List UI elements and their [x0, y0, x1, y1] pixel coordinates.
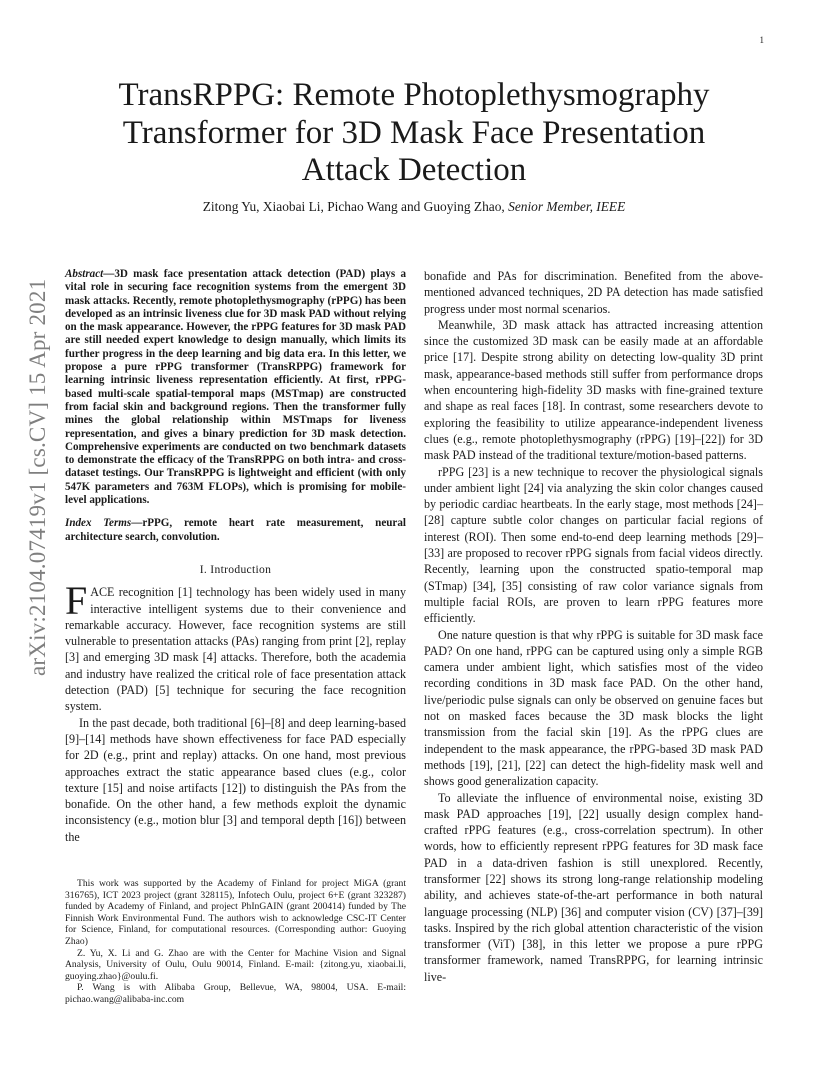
section-heading: I. Introduction	[199, 562, 272, 576]
left-column	[65, 268, 406, 845]
title-line: Transformer for 3D Mask Face Presentation	[122, 114, 706, 151]
authors-role: Senior Member, IEEE	[508, 199, 626, 214]
title-line: TransRPPG: Remote Photoplethysmography	[118, 77, 710, 113]
body-paragraph: bonafide and PAs for discrimination. Benefited from the above-mentioned advanced techniques, 2D PA detection has made satisfied progress under most normal scenarios.	[424, 269, 763, 316]
right-column	[424, 268, 763, 985]
arxiv-stamp	[20, 278, 56, 676]
paper-title	[80, 77, 748, 190]
arxiv-stamp-text: arXiv:2104.07419v1 [cs.CV] 15 Apr 2021	[25, 278, 50, 676]
intro-paragraph-1-text: ACE recognition [1] technology has been widely used in many interactive intelligent systems due to their convenience and remarkable accuracy. However, face recognition systems are still vulnerable to presentation attacks (PAs) ranging from print [2], replay [3] and emerging 3D mask [4] attacks. Therefore, both the academia and industry have realized the critical role of face presentation attack detection (PAD) [5] technique for securing the face recognition system.	[65, 585, 406, 714]
footnote-affiliation: Z. Yu, X. Li and G. Zhao are with the Center for Machine Vision and Signal Analysis, University of Oulu, Oulu 90014, Finland. E-mail: {zitong.yu, xiaobai.li, guoying.zhao}@oulu.fi.	[65, 947, 406, 982]
title-line: Attack Detection	[301, 152, 527, 188]
index-terms-lead: Index Terms	[65, 517, 132, 530]
authors-names: Zitong Yu, Xiaobai Li, Pichao Wang and Guoying Zhao,	[202, 199, 505, 214]
author-list	[80, 199, 748, 215]
footnote-affiliation-2: P. Wang is with Alibaba Group, Bellevue, WA, 98004, USA. E-mail: pichao.wang@alibaba-inc.com	[65, 982, 406, 1005]
body-paragraph: Meanwhile, 3D mask attack has attracted increasing attention since the customized 3D mask can be easily made at an affordable price [17]. Despite strong ability on detecting low-quality 3D print mask, appearance-based methods still suffer from performance drops when encountering high-fidelity 3D masks with fine-grained texture and shape as real faces [18]. In contrast, some researchers devote to exploring the feasibility to utilize appearance-independent liveness clues (e.g., remote photoplethysmography (rPPG) [19]–[22]) for 3D mask PAD instead of the traditional texture/motion-based patterns.	[424, 317, 763, 463]
page-number: 1	[759, 35, 764, 45]
footnote-funding: This work was supported by the Academy of Finland for project MiGA (grant 316765), ICT 2023 project (grant 328115), Infotech Oulu, project 6+E (grant 323287) funded by Academy of Finland, and project PhInGAIN (grant 200414) funded by The Finnish Work Environmental Fund. The authors wish to acknowledge CSC-IT Center for Science, Finland, for computational resources. (Corresponding author: Guoying Zhao)	[65, 878, 406, 947]
index-terms	[65, 517, 406, 544]
body-paragraph: rPPG [23] is a new technique to recover the physiological signals under ambient light [24] via analyzing the skin color changes caused by periodic cardiac heartbeats. In the early stage, most methods [24]–[28] capture subtle color changes on particular facial regions of interest (ROI). Then some end-to-end deep learning methods [29]–[33] are proposed to recover rPPG signals from facial videos directly. Recently, learning upon the constructed spatio-temporal map (STmap) [34], [35] consisting of raw color variance signals from multiple facial ROIs, are proven to learn rPPG features more efficiently.	[424, 464, 763, 626]
body-paragraph: To alleviate the influence of environmental noise, existing 3D mask PAD approaches [19], [22] usually design complex hand-crafted rPPG features (e.g., cross-correlation spectrum). In other words, how to efficiently represent rPPG features for 3D mask face PAD in a data-driven fashion is still unexplored. Recently, transformer [22] shows its strong long-range relationship modeling ability, and achieves state-of-the-art performance in both natural language processing (NLP) [36] and computer vision (CV) [37]–[39] tasks. Inspired by the rich global attention characteristic of the vision transformer (ViT) [38], in this letter we propose a pure rPPG transformer framework, named TransRPPG, for learning intrinsic live-	[424, 790, 763, 984]
abstract-lead: Abstract	[65, 268, 104, 280]
intro-paragraph-2: In the past decade, both traditional [6]–[8] and deep learning-based [9]–[14] methods have shown effectiveness for face PAD especially for 2D (e.g., print and replay) attacks. On one hand, most previous approaches extract the static appearance based clues (e.g., color texture [15] and noise artifacts [12]) to distinguish the PAs from the bonafide. On the other hand, a few methods exploit the dynamic inconsistency (e.g., motion blur [3] and temporal depth [16]) between the	[65, 715, 406, 844]
footnotes	[65, 878, 406, 1006]
intro-paragraph-1	[65, 578, 406, 714]
abstract-text: —3D mask face presentation attack detection (PAD) plays a vital role in securing face recognition systems from the emergent 3D mask attacks. Recently, remote photoplethysmography (rPPG) has been developed as an intrinsic liveness clue for 3D mask PAD without relying on the mask appearance. However, the rPPG features for 3D mask PAD are still needed expert knowledge to design manually, which limits its further progress in the deep learning and big data era. In this letter, we propose a pure rPPG transformer (TransRPPG) framework for learning intrinsic liveness representation efficiently. At first, rPPG-based multi-scale spatial-temporal maps (MSTmap) are constructed from facial skin and background regions. Then the transformer fully mines the global relationship within MSTmaps for liveness representation, and gives a binary prediction for 3D mask detection. Comprehensive experiments are conducted on two benchmark datasets to demonstrate the efficacy of the TransRPPG on both intra- and cross-dataset testings. Our TransRPPG is lightweight and efficient (with only 547K parameters and 763M FLOPs), which is promising for mobile-level applications.	[65, 268, 406, 507]
body-paragraph: One nature question is that why rPPG is suitable for 3D mask face PAD? On one hand, rPPG can be captured using only a simple RGB camera under ambient light, which satisfies most of the video recording conditions in 3D mask face PAD. On the other hand, live/periodic pulse signals can only be observed on genuine faces but not on masked faces because the 3D mask blocks the light transmission from the facial skin [19]. As the rPPG clues are independent to the mask appearance, the rPPG-based 3D mask PAD methods [19], [21], [22] can detect the high-fidelity mask well and shows good generalization capacity.	[424, 627, 763, 789]
drop-cap: F	[65, 578, 88, 624]
abstract	[65, 268, 406, 507]
index-terms-text: —rPPG, remote heart rate measurement, neural architecture search, convolution.	[65, 517, 406, 543]
